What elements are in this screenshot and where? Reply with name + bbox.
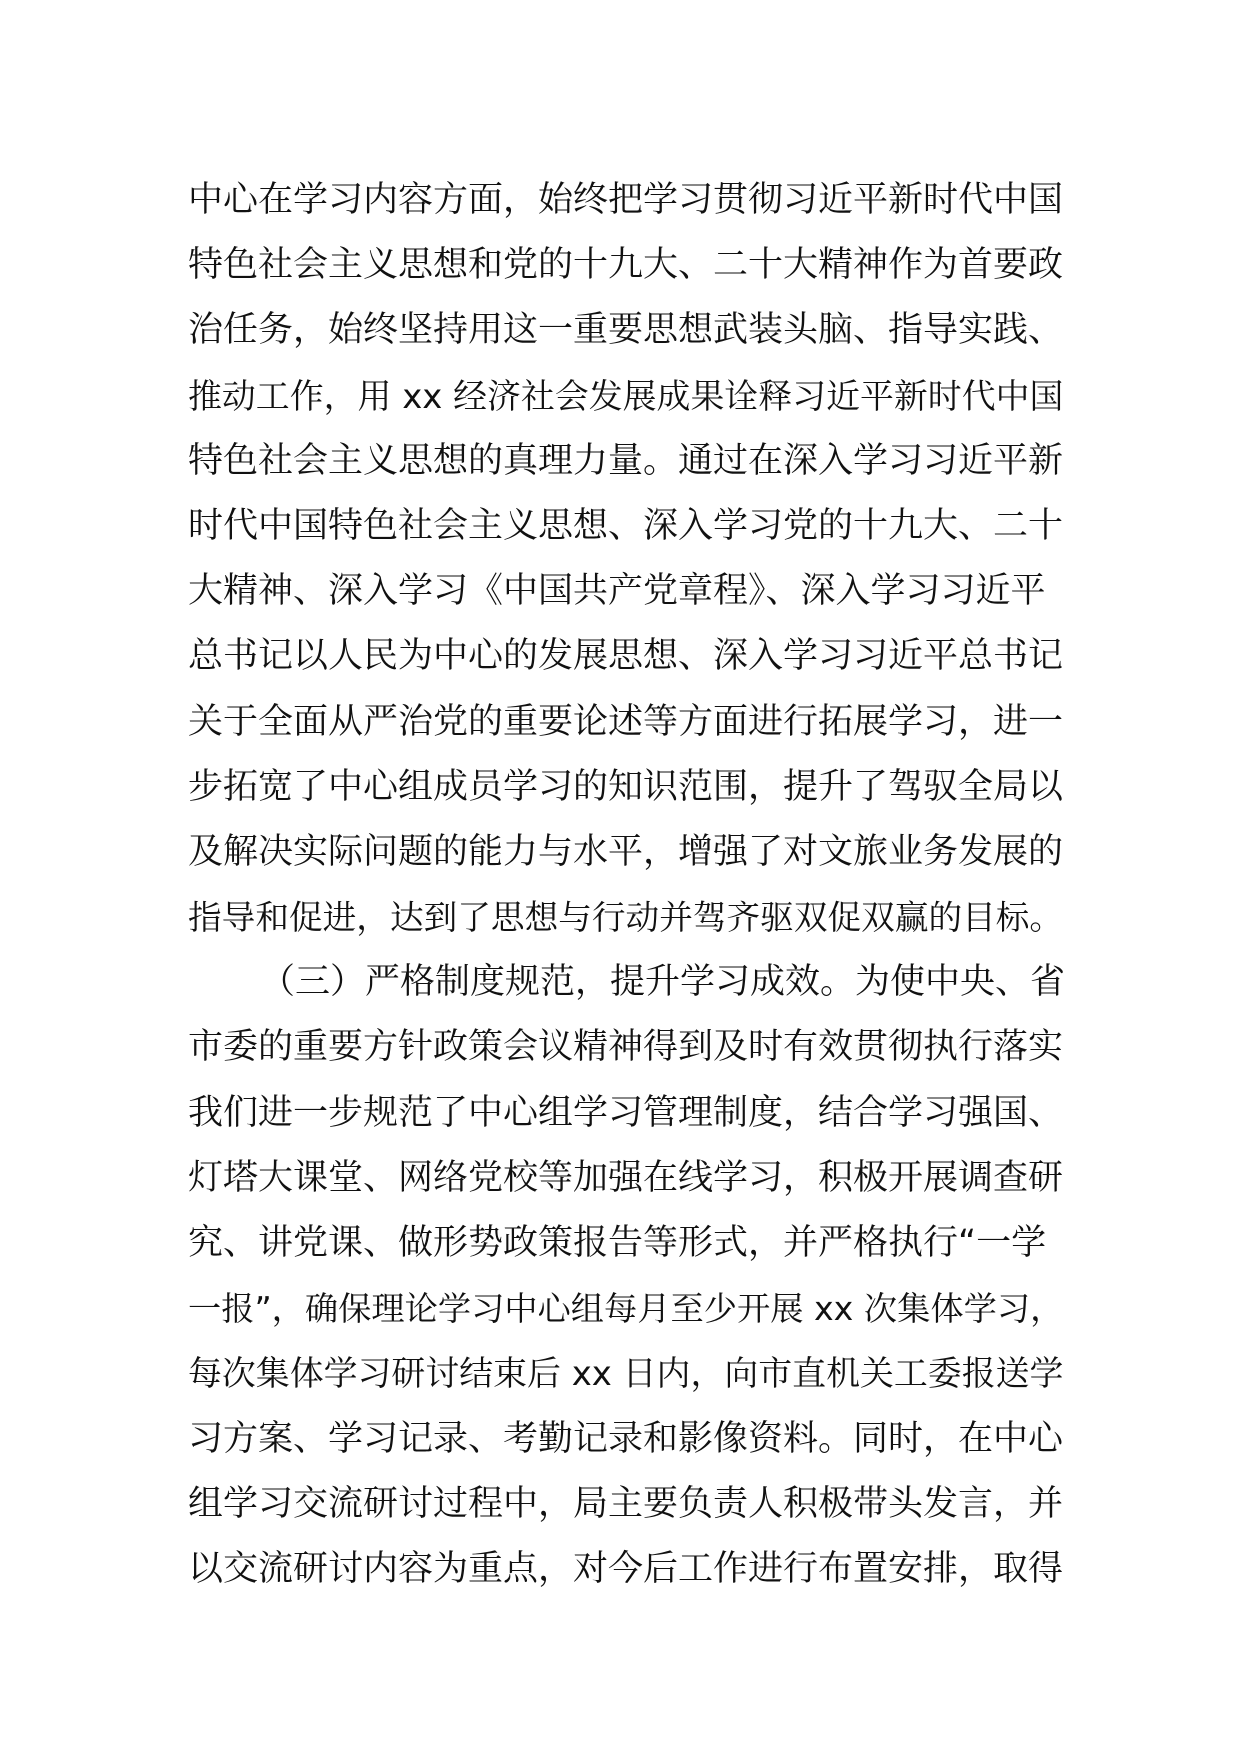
text-line: 特色社会主义思想和党的十九大、二十大精神作为首要政 — [188, 245, 1064, 286]
text-line: 究、讲党课、做形势政策报告等形式，并严格执行“一学 — [188, 1223, 1047, 1263]
text-line: 特色社会主义思想的真理力量。通过在深入学习习近平新 — [188, 440, 1064, 481]
section-heading-line: （三）严格制度规范，提升学习成效。为使中央、省 — [260, 962, 1066, 1003]
text-line: 关于全面从严治党的重要论述等方面进行拓展学习，进一 — [188, 701, 1064, 742]
text-line: 灯塔大课堂、网络党校等加强在线学习，积极开展调查研 — [188, 1157, 1064, 1198]
text-line: 时代中国特色社会主义思想、深入学习党的十九大、二十 — [188, 505, 1064, 546]
text-line: 步拓宽了中心组成员学习的知识范围，提升了驾驭全局以 — [188, 766, 1064, 807]
text-line: 治任务，始终坚持用这一重要思想武装头脑、指导实践、 — [188, 310, 1064, 351]
text-line: 市委的重要方针政策会议精神得到及时有效贯彻执行落实 — [188, 1027, 1064, 1068]
text-line: 中心在学习内容方面，始终把学习贯彻习近平新时代中国 — [188, 180, 1064, 220]
text-line: 及解决实际问题的能力与水平，增强了对文旅业务发展的 — [188, 831, 1064, 872]
body-text — [188, 168, 1068, 1602]
text-line: 每次集体学习研讨结束后 xx 日内，向市直机关工委报送学 — [188, 1354, 1064, 1394]
text-line: 总书记以人民为中心的发展思想、深入学习习近平总书记 — [188, 636, 1064, 677]
text-line: 我们进一步规范了中心组学习管理制度，结合学习强国、 — [188, 1092, 1064, 1133]
text-line: 指导和促进，达到了思想与行动并驾齐驱双促双赢的目标。 — [188, 898, 1064, 938]
text-line: 习方案、学习记录、考勤记录和影像资料。同时，在中心 — [188, 1418, 1064, 1459]
text-line: 大精神、深入学习《中国共产党章程》、深入学习习近平 — [188, 571, 1046, 612]
text-line: 一报”，确保理论学习中心组每月至少开展 xx 次集体学习， — [188, 1289, 1064, 1329]
text-line: 组学习交流研讨过程中，局主要负责人积极带头发言，并 — [188, 1483, 1064, 1524]
text-line: 以交流研讨内容为重点，对今后工作进行布置安排，取得 — [188, 1548, 1064, 1589]
text-line: 推动工作，用 xx 经济社会发展成果诠释习近平新时代中国 — [188, 376, 1064, 416]
